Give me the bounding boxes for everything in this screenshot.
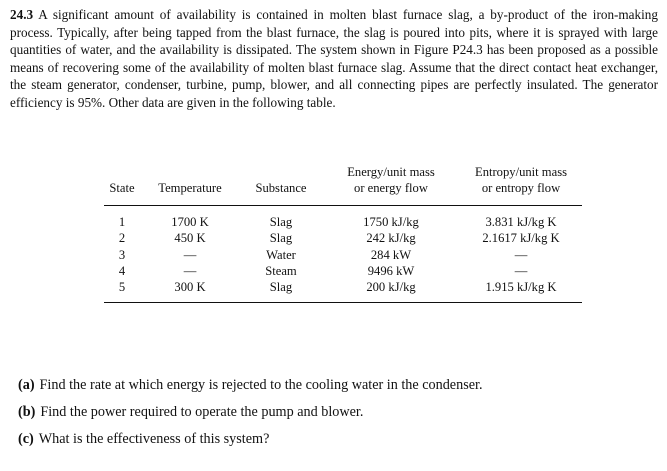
cell-state: 3 <box>118 247 126 262</box>
cell-substance: Slag <box>269 231 293 246</box>
cell-energy: 284 kW <box>370 247 412 262</box>
cell-energy: 200 kJ/kg <box>322 279 460 302</box>
header-entropy-line2: or entropy flow <box>460 180 582 205</box>
problem-statement <box>10 6 658 112</box>
cell-substance: Slag <box>269 214 293 229</box>
cell-temperature: 1700 K <box>171 214 209 229</box>
question-text: Find the power required to operate the pump and blower. <box>40 404 364 420</box>
header-energy-line1: Energy/unit mass <box>347 165 435 179</box>
problem-number: 24.3 <box>10 7 34 22</box>
cell-temperature: — <box>183 264 197 279</box>
cell-entropy: 3.831 kJ/kg K <box>485 214 557 229</box>
question-text: What is the effectiveness of this system? <box>38 431 270 447</box>
header-energy-line2: or energy flow <box>322 180 460 205</box>
cell-energy: 1750 kJ/kg <box>363 214 419 229</box>
table-row <box>104 205 582 230</box>
question-label: (a) <box>18 377 35 393</box>
cell-entropy: 1.915 kJ/kg K <box>460 279 582 302</box>
cell-energy: 242 kJ/kg <box>366 231 416 246</box>
header-entropy-line1: Entropy/unit mass <box>475 165 567 179</box>
cell-entropy: 2.1617 kJ/kg K <box>482 231 560 246</box>
cell-temperature: 450 K <box>174 231 206 246</box>
state-data-table <box>104 164 582 303</box>
table-row <box>104 230 582 246</box>
cell-entropy: — <box>514 264 528 279</box>
table-row <box>104 263 582 279</box>
header-state: State <box>104 180 140 205</box>
question-b <box>18 399 483 426</box>
cell-state: 1 <box>118 214 126 229</box>
problem-text: A significant amount of availability is contained in molten blast furnace slag, a by-product of the iron-making process. Typically, after being tapped from the blast furnace, the slag is poured into pits, where it is sprayed with large quantities of water, and the availability is dissipated. The system shown in Figure P24.3 has been proposed as a possible means of recovering some of the availability of molten blast furnace slag. Assume that the direct contact heat exchanger, the steam generator, condenser, turbine, pump, blower, and all connecting pipes are perfectly insulated. The generator efficiency is 95%. Other data are given in the following table. <box>10 7 658 110</box>
header-temperature: Temperature <box>140 180 240 205</box>
cell-entropy: — <box>514 247 528 262</box>
cell-substance: Water <box>266 247 296 262</box>
question-label: (b) <box>18 404 36 420</box>
question-a <box>18 372 483 399</box>
cell-energy: 9496 kW <box>367 264 415 279</box>
table-row <box>104 279 582 302</box>
cell-state: 2 <box>118 231 126 246</box>
question-c <box>18 426 483 453</box>
cell-temperature: — <box>183 247 197 262</box>
cell-substance: Slag <box>240 279 322 302</box>
cell-state: 5 <box>104 279 140 302</box>
question-label: (c) <box>18 431 34 447</box>
cell-state: 4 <box>118 264 126 279</box>
cell-substance: Steam <box>265 264 297 279</box>
cell-temperature: 300 K <box>140 279 240 302</box>
table-row <box>104 247 582 263</box>
header-substance: Substance <box>240 180 322 205</box>
question-text: Find the rate at which energy is rejected to the cooling water in the condenser. <box>39 377 483 393</box>
question-list <box>18 372 483 453</box>
